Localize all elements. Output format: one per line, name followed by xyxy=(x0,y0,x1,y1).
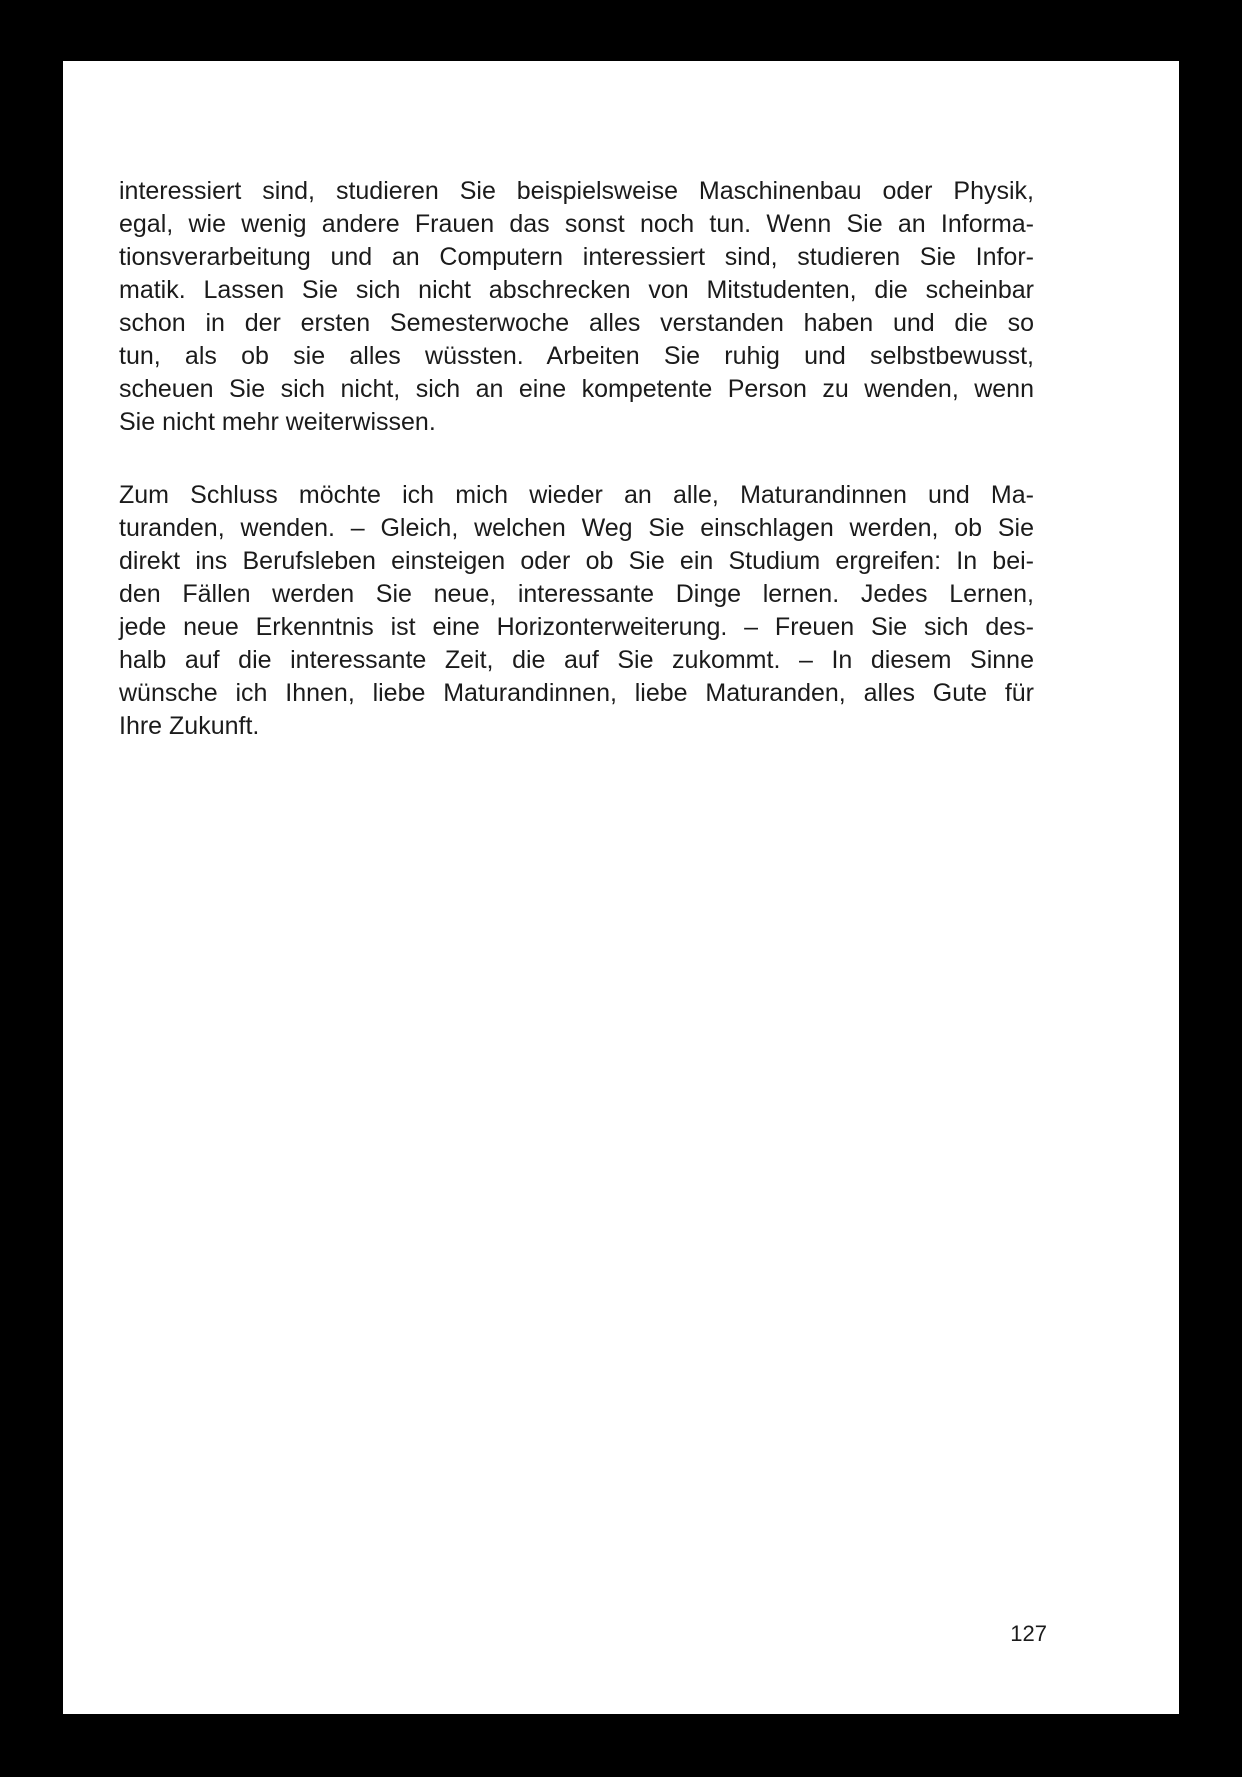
paragraph-line: interessiert sind, studieren Sie beispielsweise Maschinenbau oder Physik, xyxy=(119,177,1034,205)
paragraph-line: matik. Lassen Sie sich nicht abschrecken von Mitstudenten, die scheinbar xyxy=(119,276,1034,304)
paragraph-line: jede neue Erkenntnis ist eine Horizonterweiterung. – Freuen Sie sich des- xyxy=(119,613,1034,641)
paragraph-line: Ihre Zukunft. xyxy=(119,712,260,740)
paragraph-line: tun, als ob sie alles wüssten. Arbeiten Sie ruhig und selbstbewusst, xyxy=(119,342,1034,370)
paragraph-line: scheuen Sie sich nicht, sich an eine kompetente Person zu wenden, wenn xyxy=(119,375,1034,403)
paragraph-line: egal, wie wenig andere Frauen das sonst noch tun. Wenn Sie an Informa- xyxy=(119,210,1034,238)
paragraph-line: den Fällen werden Sie neue, interessante Dinge lernen. Jedes Lernen, xyxy=(119,580,1034,608)
paragraph-1 xyxy=(119,175,1034,439)
paragraph-line: Sie nicht mehr weiterwissen. xyxy=(119,408,436,436)
document-page xyxy=(63,61,1179,1714)
paragraph-line: Zum Schluss möchte ich mich wieder an alle, Maturandinnen und Ma- xyxy=(119,481,1034,509)
paragraph-line: direkt ins Berufsleben einsteigen oder ob Sie ein Studium ergreifen: In bei- xyxy=(119,547,1034,575)
paragraph-line: wünsche ich Ihnen, liebe Maturandinnen, liebe Maturanden, alles Gute für xyxy=(119,679,1034,707)
paragraph-2 xyxy=(119,479,1034,743)
page-number: 127 xyxy=(1010,1621,1047,1646)
paragraph-line: halb auf die interessante Zeit, die auf Sie zukommt. – In diesem Sinne xyxy=(119,646,1034,674)
paragraph-line: tionsverarbeitung und an Computern interessiert sind, studieren Sie Infor- xyxy=(119,243,1034,271)
paragraph-line: schon in der ersten Semesterwoche alles verstanden haben und die so xyxy=(119,309,1034,337)
paragraph-line: turanden, wenden. – Gleich, welchen Weg Sie einschlagen werden, ob Sie xyxy=(119,514,1034,542)
